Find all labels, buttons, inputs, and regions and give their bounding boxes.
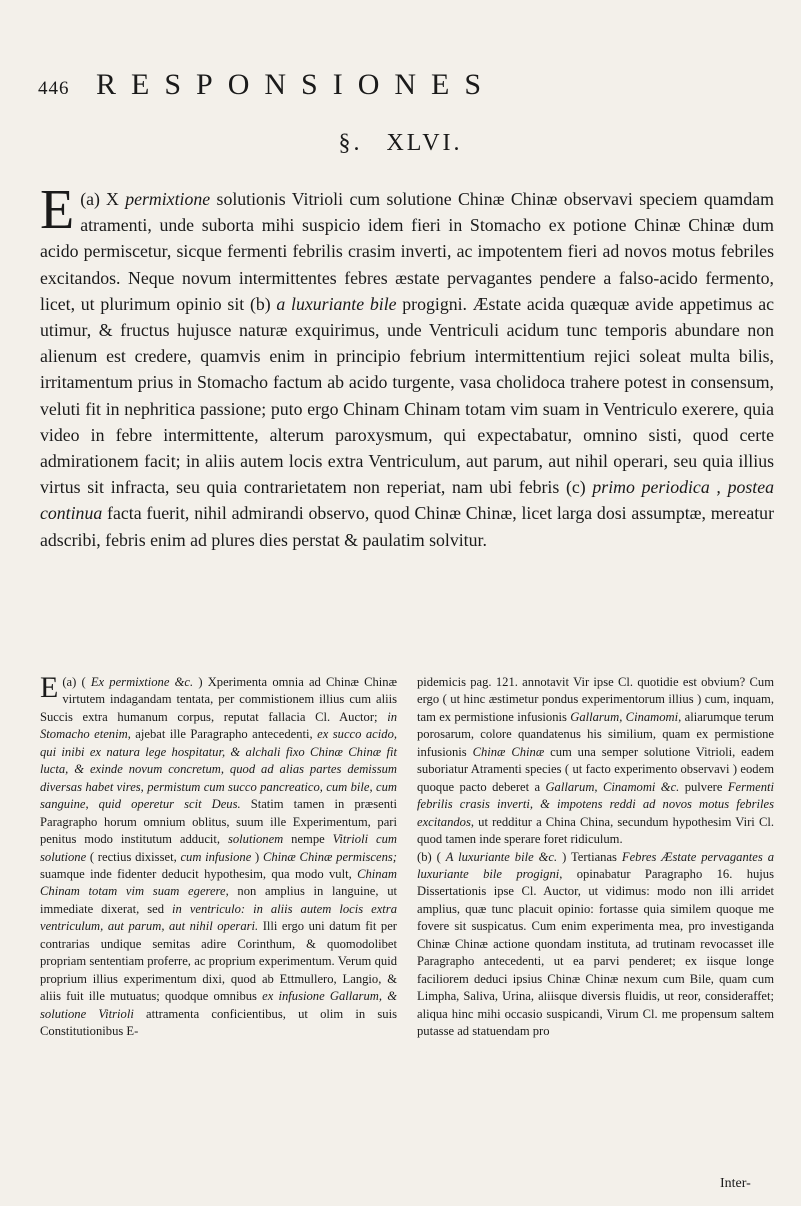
footnote-italic: Febres Æstate pervagantes a luxuriante bile progigni: [417, 849, 774, 881]
footnote-text: ): [251, 849, 263, 864]
section-number: XLVI.: [386, 130, 463, 156]
footnote-italic: Vitrioli cum solutione: [40, 832, 397, 864]
footnote-italic: A luxuriante bile &c.: [445, 849, 558, 864]
footnote-text: ) Tertianas: [557, 849, 622, 864]
footnote-italic: Chinam Chinam totam vim suam egerere: [40, 866, 397, 899]
page-number: 446: [38, 78, 70, 99]
footnote-text: , ut redditur a China China, secundum hypothesim Viri Cl. quod tamen inde sperare foret ridiculum.: [417, 814, 774, 847]
main-text-italic: permixtione: [125, 189, 211, 209]
footnote-text: ): [193, 675, 208, 689]
section-symbol: §.: [338, 130, 363, 156]
footnote-italic: ex succo acido, qui inibi ex natura lege hospitatur, & alchali fixo Chinæ Chinæ fit lucta, & exinde novum concretum, quod ad alias partes demissum diversas habet vires, permistum cum succo pancreatico, cum bile, cum sanguine, quid operetur scit Deus.: [40, 727, 398, 812]
catchword: Inter-: [720, 1176, 751, 1191]
footnote-text: , ajebat ille Paragrapho antecedenti,: [127, 727, 318, 742]
footnote-drop-cap: E: [40, 671, 59, 704]
footnote-text: Statim tamen in præsenti Paragrapho horum omnium oblitus, suum ille Experimentum, pari penitus modo institutum adducit,: [40, 797, 397, 847]
footnote-italic: solutionem: [227, 832, 284, 847]
footnote-text: (a) (: [62, 675, 91, 689]
footnote-italic: Fermenti febrilis crasis inverti, & impotens reddi ad novos motus febriles excitandos: [417, 779, 774, 829]
footnote-text: nempe: [283, 832, 333, 847]
footnote-marker: (a): [80, 189, 100, 209]
footnote-italic: Gallarum, Cinamomi &c.: [545, 779, 680, 794]
main-text-italic: primo periodica , postea continua: [40, 477, 774, 524]
footnote-italic: cum infusione: [180, 849, 252, 864]
footnote-italic: in ventriculo: in aliis autem locis extra ventriculum, aut parum, aut nihil operari.: [40, 901, 397, 934]
footnote-italic: Chinæ Chinæ permiscens;: [262, 849, 397, 864]
footnote-text: ( rectius dixisset,: [86, 849, 181, 864]
drop-cap: E: [40, 179, 75, 241]
main-text-italic: a luxuriante bile: [276, 293, 397, 314]
footnote-text: (b) (: [417, 849, 446, 864]
footnote-text: attramenta conficientibus, ut olim in suis Constitutionibus E-: [40, 1006, 397, 1039]
footnote-text: cum una semper solutione Vitrioli, eadem suboriatur Atramenti species ( ut facto experimento observavi ) eodem quoque pacto deberet a: [417, 744, 774, 794]
footnote-text: pidemicis pag. 121. annotavit Vir ipse Cl. quotidie est obvium? Cum ergo ( ut hinc æstimetur pondus experimentorum illius ) cum, inquam, tam ex permistione infusionis: [417, 675, 774, 724]
footnote-italic: ex infusione Gallarum, & solutione Vitrioli: [40, 989, 397, 1021]
footnote-text: , opinabatur Paragrapho 16. hujus Dissertationis ipse Cl. Auctor, ut vidimus: modo non illi arridet amplius, quæ tunc placuit opinio: fortasse quia similem quoque me fovere sit suspicatus. Cum enim experimenta mea, pro investiganda Chinæ Chinæ actione quondam instituta, ad trutinam revocasset ille Paragrapho antecedenti, ut ea parvi penderet; ex iisque longe faciliorem deduci ipsius Chinæ Chinæ nexum cum Bile, quam cum Limpha, Saliva, Urina, aliisque diversis fluidis, ut reor, consideraffet; aliqua hinc mihi occasio suspicandi, Virum Cl. me propensum saltem putasse ad statuendam pro: [417, 866, 774, 1039]
footnote-italic: Ex permixtione &c.: [90, 675, 194, 689]
footnote-text: suamque inde fidenter deducit hypothesim, qua modo vult,: [40, 866, 358, 881]
footnote-text: pulvere: [679, 779, 728, 794]
footnote-text: Xperimenta omnia ad Chinæ Chinæ virtutem indagandam tentata, per commistionem illius cum aliis Succis extra humanum corpus, reputat fallacia Cl. Auctor;: [40, 675, 397, 724]
running-header: [38, 68, 738, 108]
main-text-run: progigni. Æstate acida quæquæ avide appetimus ac utimur, & fructus hujusce naturæ exquirimus, unde Ventriculi acidum tunc temporis abundare non alienum est credere, quamvis enim in principio febrium intermittentium rejici soleat multa bilis, irritamentum prius in Stomacho factum ab acido turgente, vasa cholidoca trahere potest in consensum, veluti fit in nephritica passione; puto ergo Chinam Chinam totam vim suam in Ventriculo exerere, quia video in febre intermittente, alterum paroxysmum, qui expectabatur, omnino sisti, quod certe admirationem facit; in aliis autem locis extra Ventriculum, aut parum, aut nihil operari, seu quia illius virtus sit infracta, seu quia contrarietatem non reperiat, nam ubi febris (c): [40, 293, 774, 498]
main-text-run: solutionis Vitrioli cum solutione Chinæ Chinæ observavi speciem quamdam atramenti, unde suborta mihi suspicio idem fieri in Stomacho ex potione Chinæ Chinæ dum acido permiscetur, sicque fermenti febrilis crasim inverti, ac impotentem fieri ad novos motus febriles excitandos. Neque novum intermittentes febres æstate pervagantes pendere a falso-acido fermento, licet, ut plurimum opinio sit (b): [40, 189, 774, 314]
footnote-italic: Chinæ Chinæ: [472, 744, 545, 759]
main-text-run: facta fuerit, nihil admirandi observo, quod Chinæ Chinæ, licet larga dosi assumptæ, mereatur adscribi, febris enim ad plures dies perstat & paulatim solvitur.: [40, 503, 774, 550]
footnote-italic: Gallarum, Cinamomi: [570, 709, 679, 724]
main-text-run: X: [105, 189, 126, 209]
main-text: [40, 179, 774, 553]
footnote-text: , non amplius in languine, ut immediate dixerat, sed: [40, 884, 397, 916]
section-heading: [0, 130, 801, 157]
footnote-column-right: [417, 674, 774, 1041]
footnote-text: , aliarumque terum porosarum, colore quandatenus his similium, quam ex permistione infusionis: [417, 709, 774, 759]
footnote-column-left: [40, 671, 398, 1041]
footnote-text: Illi ergo uni datum fit per contrarias undique semitas adire Corinthum, & quomodolibet propriam sententiam proferre, ac proprium experimentum. Verum quid proprium illius experimentum dixi, quod ab Ettmullero, Langio, & aliis fuit ille mutuatus; quodque omnibus: [40, 919, 397, 1004]
footnote-italic: in Stomacho etenim: [40, 709, 397, 742]
running-title: RESPONSIONES: [96, 68, 497, 101]
